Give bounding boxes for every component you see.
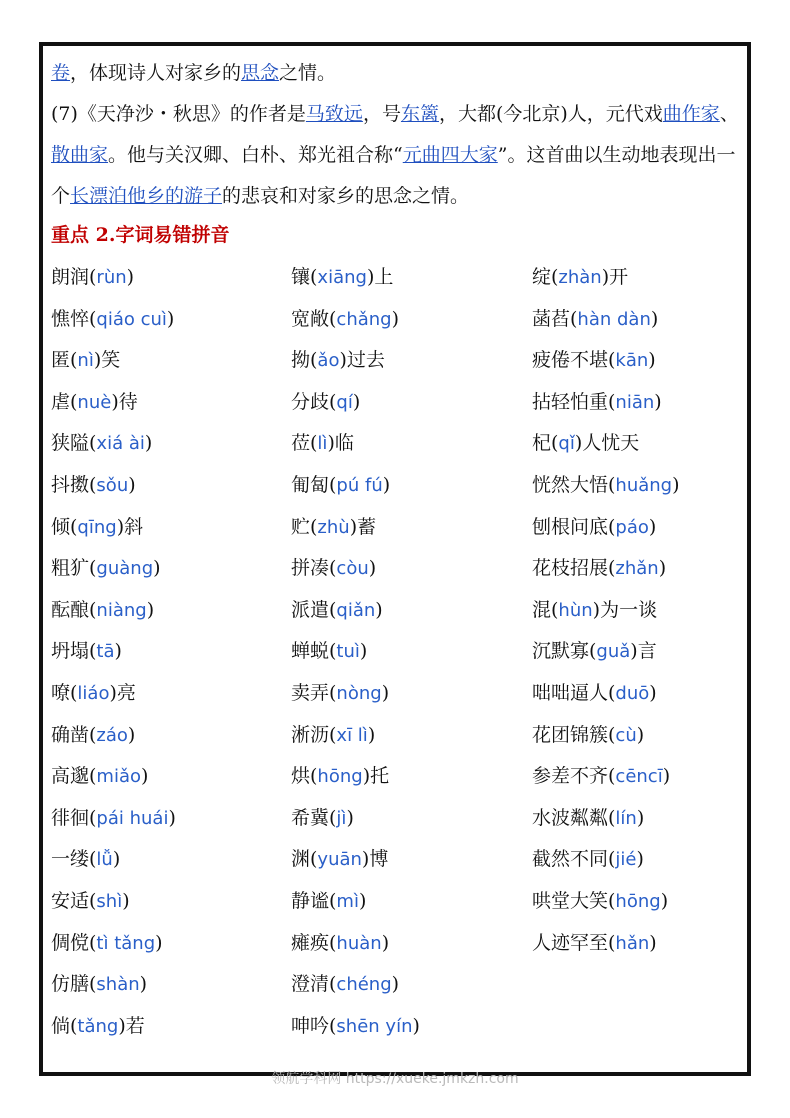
word-text: ) — [375, 598, 383, 621]
word-text: 截然不同( — [532, 848, 616, 871]
word-text: )博 — [361, 848, 389, 871]
word-item — [291, 881, 420, 923]
word-item — [291, 548, 420, 590]
word-item — [51, 257, 176, 299]
word-text: ) — [649, 931, 657, 954]
word-text: 菡萏( — [532, 307, 578, 330]
word-text: ) — [658, 557, 667, 580]
underlined-term: 马致远 — [305, 103, 363, 125]
word-item — [291, 923, 420, 965]
word-text: 抖擞( — [51, 473, 97, 496]
word-item — [532, 465, 680, 507]
word-text: 人迹罕至( — [532, 931, 616, 954]
word-text: ) — [636, 723, 645, 746]
word-item — [51, 590, 176, 632]
word-text: 卖弄( — [291, 681, 337, 704]
word-item — [532, 798, 680, 840]
word-item — [532, 590, 680, 632]
paragraph-text: 。他与关汉卿、白朴、郑光祖合称“ — [108, 144, 403, 166]
section-heading: 重点 2.字词易错拼音 — [51, 224, 230, 246]
word-text: 派遣( — [291, 598, 337, 621]
pinyin: qiáo cuì — [96, 308, 167, 330]
underlined-term: 东篱 — [400, 103, 439, 125]
word-text: 倜傥( — [51, 931, 97, 954]
paragraph-text: ，大都(今北京)人，元代戏 — [438, 103, 663, 125]
pinyin: xī lì — [336, 724, 368, 746]
word-text: ) — [636, 806, 645, 829]
word-item — [291, 423, 420, 465]
pinyin: tuì — [336, 641, 360, 663]
pinyin-column-2 — [291, 257, 420, 1047]
word-text: ) — [650, 307, 659, 330]
word-item — [51, 631, 176, 673]
underlined-term: 卷 — [51, 62, 71, 84]
pinyin: chǎng — [336, 308, 392, 330]
pinyin: guǎ — [596, 641, 631, 663]
pinyin: niān — [615, 391, 655, 413]
word-item — [291, 465, 420, 507]
word-text: 粗犷( — [51, 557, 97, 580]
word-text: 分歧( — [291, 390, 337, 413]
pinyin: zhàn — [558, 267, 602, 288]
pinyin: pái huái — [96, 807, 169, 829]
word-item — [291, 673, 420, 715]
pinyin: nuè — [77, 391, 112, 413]
word-item — [51, 715, 176, 757]
word-text: 呻吟( — [291, 1014, 337, 1037]
word-text: )言 — [630, 640, 657, 663]
word-text: 憔悴( — [51, 307, 97, 330]
pinyin: duō — [615, 682, 650, 704]
pinyin: tā — [96, 641, 115, 663]
word-text: 倾( — [51, 515, 78, 538]
word-text: ) — [139, 973, 148, 996]
word-text: 匿( — [51, 349, 78, 372]
word-text: ) — [358, 889, 367, 912]
word-text: 酝酿( — [51, 598, 97, 621]
word-text: )为一谈 — [592, 598, 658, 621]
word-text: )斜 — [116, 515, 144, 538]
word-text: ) — [141, 765, 149, 788]
word-text: 高邈( — [51, 765, 97, 788]
word-text: )过去 — [339, 349, 385, 372]
word-text: 恍然大悟( — [532, 473, 616, 496]
word-text: 确凿( — [51, 723, 97, 746]
pinyin: lǚ — [96, 849, 113, 871]
word-text: 拈轻怕重( — [532, 390, 616, 413]
word-text: 拗( — [291, 349, 318, 372]
word-item — [291, 839, 420, 881]
pinyin: hǎn — [615, 932, 650, 954]
word-text: 安适( — [51, 889, 97, 912]
word-text: 虐( — [51, 390, 78, 413]
word-item — [291, 756, 420, 798]
word-item — [532, 923, 680, 965]
word-text: 绽( — [532, 266, 559, 288]
word-text: 嘹( — [51, 681, 78, 704]
word-text: ) — [660, 889, 669, 912]
paragraph-text: ，体现诗人对家乡的 — [70, 62, 242, 84]
word-text: )上 — [366, 266, 394, 288]
pinyin: guàng — [96, 558, 154, 580]
word-text: 杞( — [532, 432, 559, 455]
pinyin: záo — [96, 724, 128, 746]
word-text: 花团锦簇( — [532, 723, 616, 746]
pinyin: mì — [336, 890, 359, 912]
pinyin: huàn — [336, 932, 382, 954]
word-item — [532, 839, 680, 881]
word-text: 贮( — [291, 515, 318, 538]
word-text: 沉默寡( — [532, 640, 597, 663]
underlined-term: 元曲四大家 — [402, 144, 498, 166]
word-text: 蝉蜕( — [291, 640, 337, 663]
word-item — [291, 964, 420, 1006]
pinyin: kān — [615, 350, 649, 372]
word-item — [291, 631, 420, 673]
pinyin: cù — [615, 724, 637, 746]
pinyin: qiǎn — [336, 599, 376, 621]
pinyin: tǎng — [77, 1015, 119, 1037]
word-text: )待 — [111, 390, 138, 413]
word-text: 哄堂大笑( — [532, 889, 616, 912]
word-text: ) — [153, 557, 161, 580]
word-text: 淅沥( — [291, 723, 337, 746]
pinyin: rùn — [96, 267, 127, 288]
pinyin: tì tǎng — [96, 932, 156, 954]
word-text: 渊( — [291, 848, 318, 871]
pinyin: cēncī — [615, 766, 663, 788]
word-text: 朗润( — [51, 266, 97, 288]
pinyin: liáo — [77, 682, 110, 704]
pinyin: miǎo — [96, 766, 141, 788]
word-text: ) — [648, 349, 656, 372]
word-text: ) — [112, 848, 121, 871]
word-text: ) — [382, 473, 391, 496]
word-text: ) — [155, 931, 163, 954]
word-text: 混( — [532, 598, 559, 621]
word-item — [532, 423, 680, 465]
word-text: 刨根问底( — [532, 515, 616, 538]
word-text: )人忧天 — [574, 432, 640, 455]
pinyin: zhǎn — [615, 558, 659, 580]
pinyin-column-3 — [532, 257, 680, 964]
pinyin: shì — [96, 890, 123, 912]
word-text: ) — [127, 723, 136, 746]
word-item — [291, 1006, 420, 1048]
word-text: 仿膳( — [51, 973, 97, 996]
word-text: )托 — [362, 765, 390, 788]
word-item — [51, 299, 176, 341]
word-text: ) — [359, 640, 368, 663]
word-text: 坍塌( — [51, 640, 97, 663]
word-text: 莅( — [291, 432, 318, 455]
word-text: ) — [166, 307, 175, 330]
word-item — [532, 257, 680, 299]
word-text: ) — [368, 557, 377, 580]
paragraph-text: (7)《天净沙・秋思》的作者是 — [51, 103, 306, 125]
word-item — [291, 798, 420, 840]
word-item — [51, 1006, 176, 1048]
word-item — [532, 715, 680, 757]
pinyin: qí — [336, 391, 353, 413]
word-item — [532, 673, 680, 715]
word-text: )蓄 — [349, 515, 377, 538]
word-text: ) — [144, 432, 153, 455]
word-item — [532, 548, 680, 590]
underlined-term: 长漂泊他乡的游子 — [70, 185, 223, 207]
word-item — [51, 964, 176, 1006]
pinyin: xiāng — [317, 267, 367, 288]
pinyin: lín — [615, 807, 637, 829]
word-text: ) — [381, 931, 390, 954]
pinyin: hùn — [558, 599, 593, 621]
word-item — [291, 715, 420, 757]
pinyin: hōng — [317, 766, 363, 788]
word-item — [51, 756, 176, 798]
underlined-term: 思念 — [241, 62, 280, 84]
word-text: )临 — [327, 432, 354, 455]
word-item — [532, 631, 680, 673]
word-item — [51, 340, 176, 382]
paragraph-text: 、 — [719, 103, 739, 125]
pinyin: xiá ài — [96, 433, 145, 455]
word-text: ) — [654, 390, 662, 413]
pinyin: hōng — [615, 890, 661, 912]
word-item — [51, 839, 176, 881]
pinyin: jì — [336, 807, 347, 829]
paragraph-text: ，号 — [362, 103, 401, 125]
word-text: ) — [391, 973, 400, 996]
word-text: ) — [146, 598, 155, 621]
word-text: 烘( — [291, 765, 318, 788]
word-item — [291, 299, 420, 341]
word-text: 疲倦不堪( — [532, 349, 616, 372]
word-text: ) — [346, 806, 354, 829]
page-frame — [39, 42, 751, 1076]
pinyin: qīng — [77, 516, 117, 538]
word-item — [291, 257, 420, 299]
word-item — [532, 340, 680, 382]
word-item — [532, 299, 680, 341]
pinyin: páo — [615, 516, 649, 538]
word-item — [291, 590, 420, 632]
word-text: 水波粼粼( — [532, 806, 616, 829]
paragraph-1 — [51, 53, 741, 94]
word-text: ) — [412, 1014, 420, 1037]
word-text: ) — [122, 889, 130, 912]
word-text: 瘫痪( — [291, 931, 337, 954]
word-text: 澄清( — [291, 973, 337, 996]
pinyin: shēn yín — [336, 1015, 413, 1037]
word-item — [532, 756, 680, 798]
word-text: 匍匐( — [291, 473, 337, 496]
pinyin: pú fú — [336, 474, 383, 496]
pinyin: zhù — [317, 516, 350, 538]
underlined-term: 曲作家 — [662, 103, 720, 125]
word-text: ) — [128, 473, 136, 496]
word-text: )亮 — [109, 681, 136, 704]
word-text: 参差不齐( — [532, 765, 616, 788]
word-item — [51, 507, 176, 549]
word-item — [51, 548, 176, 590]
word-item — [51, 382, 176, 424]
pinyin: còu — [336, 558, 369, 580]
footer-watermark: 领航学科网 https://xueke.jmkzh.com — [271, 1071, 519, 1087]
word-text: 花枝招展( — [532, 557, 616, 580]
word-text: ) — [672, 473, 680, 496]
word-text: 一缕( — [51, 848, 97, 871]
word-text: 狭隘( — [51, 432, 97, 455]
word-text: ) — [352, 390, 361, 413]
word-item — [532, 507, 680, 549]
pinyin: jié — [615, 849, 637, 871]
pinyin-column-1 — [51, 257, 176, 1047]
pinyin: chéng — [336, 974, 392, 996]
paragraph-text: 的悲哀和对家乡的思念之情。 — [222, 185, 470, 207]
word-item — [532, 382, 680, 424]
word-text: ) — [662, 765, 671, 788]
word-item — [51, 673, 176, 715]
word-text: )开 — [601, 266, 629, 288]
word-text: ) — [648, 515, 657, 538]
word-item — [51, 923, 176, 965]
word-text: ) — [649, 681, 657, 704]
word-text: 宽敞( — [291, 307, 337, 330]
underlined-term: 散曲家 — [51, 144, 109, 166]
word-text: ) — [114, 640, 122, 663]
word-text: )笑 — [93, 349, 121, 372]
word-text: 倘( — [51, 1014, 78, 1037]
pinyin: sǒu — [96, 474, 129, 496]
word-text: ) — [636, 848, 644, 871]
word-item — [532, 881, 680, 923]
word-item — [51, 798, 176, 840]
word-item — [291, 340, 420, 382]
word-text: ) — [168, 806, 176, 829]
word-text: 镶( — [291, 266, 318, 288]
paragraph-2 — [51, 94, 741, 217]
word-text: 希冀( — [291, 806, 337, 829]
paragraph-text: 之情。 — [279, 62, 337, 84]
pinyin: qǐ — [558, 433, 575, 455]
word-text: ) — [367, 723, 376, 746]
word-item — [51, 423, 176, 465]
word-item — [51, 465, 176, 507]
pinyin: yuān — [317, 849, 362, 871]
word-text: 拼凑( — [291, 557, 337, 580]
pinyin: hàn dàn — [577, 308, 651, 330]
pinyin: nì — [77, 350, 94, 372]
pinyin: nòng — [336, 682, 382, 704]
word-text: )若 — [118, 1014, 145, 1037]
word-item — [291, 507, 420, 549]
word-text: 徘徊( — [51, 806, 97, 829]
word-text: ) — [126, 266, 135, 288]
word-text: 咄咄逼人( — [532, 681, 616, 704]
pinyin: shàn — [96, 974, 140, 996]
pinyin: lì — [317, 433, 328, 455]
word-text: ) — [381, 681, 390, 704]
word-item — [291, 382, 420, 424]
word-text: ) — [391, 307, 400, 330]
pinyin: huǎng — [615, 474, 673, 496]
word-item — [51, 881, 176, 923]
paragraph-text: ”。这首曲以生动地表现出一个 — [51, 144, 736, 207]
pinyin: ǎo — [317, 350, 340, 372]
word-text: 静谧( — [291, 889, 337, 912]
pinyin: niàng — [96, 599, 147, 621]
